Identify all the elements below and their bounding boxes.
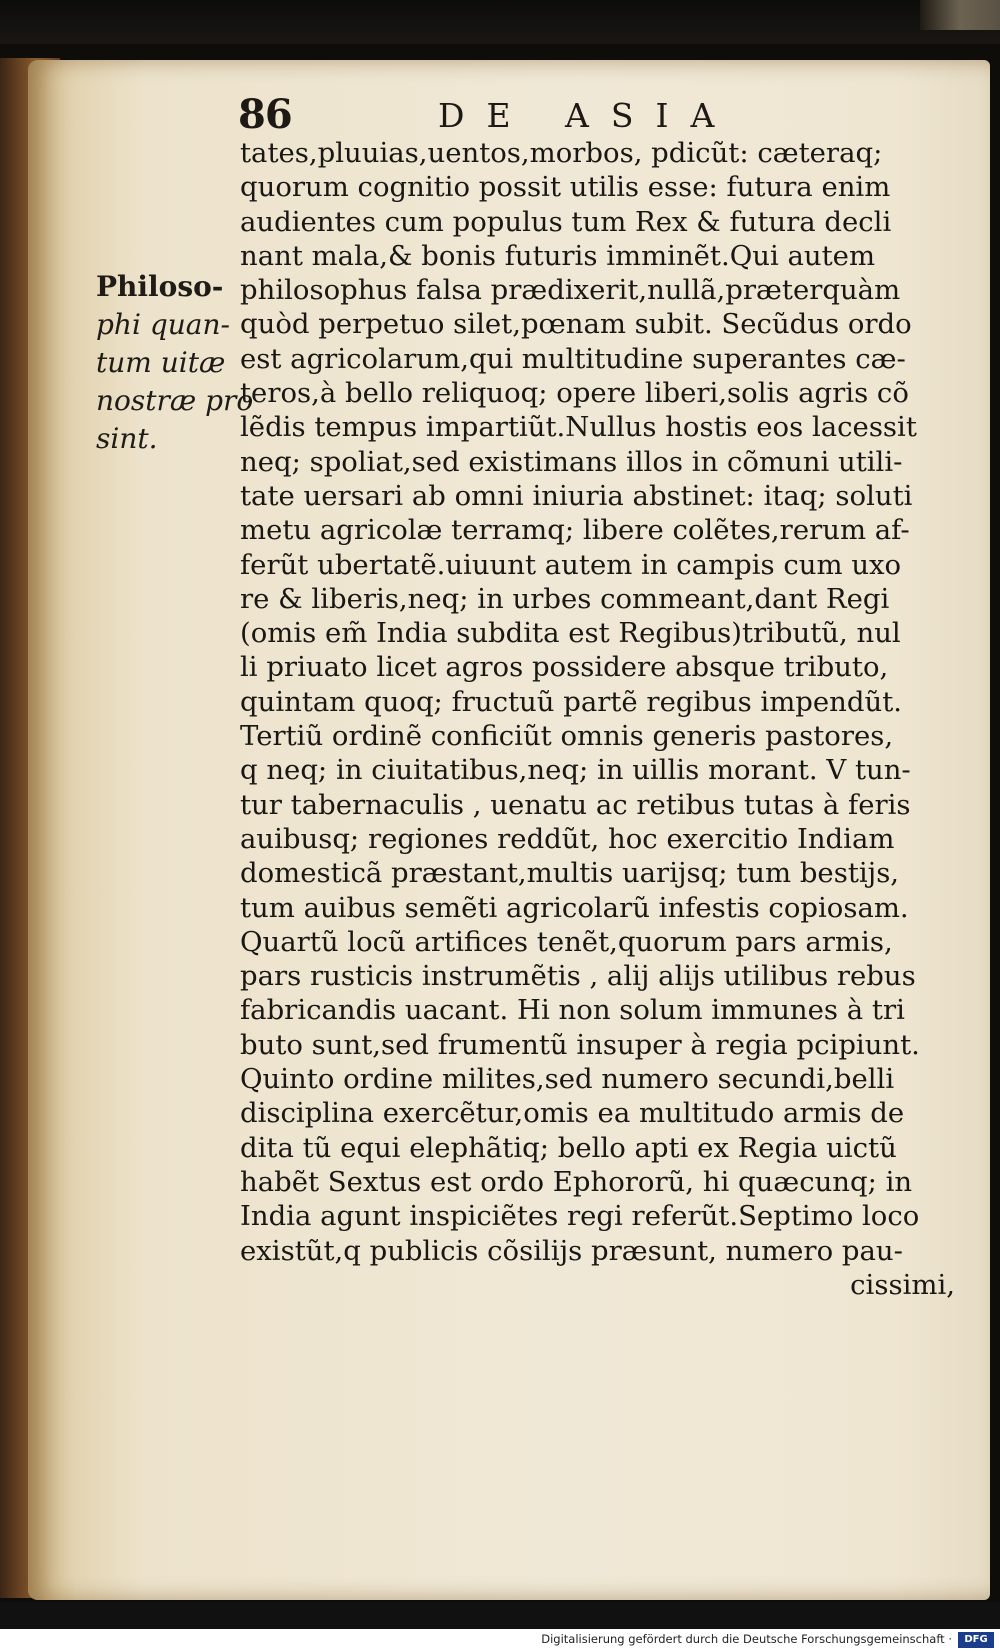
text-line: lẽdis tempus impartiũt.Nullus hostis eos lacessit <box>240 411 917 444</box>
text-line: India agunt inspiciẽtes regi referũt.Septimo loco <box>240 1200 920 1233</box>
text-line: buto sunt,sed frumentũ insuper à regia pcipiunt. <box>240 1028 920 1061</box>
text-line: re & liberis,neq; in urbes commeant,dant Regi <box>240 582 890 615</box>
text-line: habẽt Sextus est ordo Ephororũ, hi quæcunq; in <box>240 1165 913 1198</box>
text-line: est agricolarum,qui multitudine superantes cæ- <box>240 342 906 375</box>
text-line: fabricandis uacant. Hi non solum immunes à tri <box>240 994 905 1027</box>
text-line: auibusq; regiones reddũt, hoc exercitio Indiam <box>240 822 895 855</box>
text-line: nant mala,& bonis futuris imminẽt.Qui autem <box>240 239 876 272</box>
text-line: Quartũ locũ artifices tenẽt,quorum pars armis, <box>240 925 893 958</box>
text-line: philosophus falsa prædixerit,nullã,præterquàm <box>240 274 901 307</box>
catchword: cissimi, <box>850 1268 955 1301</box>
body-text <box>240 136 955 1302</box>
dfg-logo: DFG <box>958 1632 994 1648</box>
margin-note-line: sint. <box>96 422 158 455</box>
text-line: quorum cognitio possit utilis esse: futura enim <box>240 171 891 204</box>
margin-note-line: phi quan- <box>96 308 230 341</box>
text-line: li priuato licet agros possidere absque tributo, <box>240 651 889 684</box>
footer-bar <box>0 1629 1000 1651</box>
text-line: audientes cum populus tum Rex & futura decli <box>240 205 892 238</box>
text-line: pars rusticis instrumẽtis , alij alijs utilibus rebus <box>240 960 916 993</box>
scan-paper-strip <box>920 0 1000 30</box>
text-line: quòd perpetuo silet,pœnam subit. Secũdus ordo <box>240 308 912 341</box>
text-line: metu agricolæ terramq; libere colẽtes,rerum af- <box>240 514 910 547</box>
text-line: Quinto ordine milites,sed numero secundi,belli <box>240 1063 895 1096</box>
text-line: Tertiũ ordinẽ conficiũt omnis generis pastores, <box>240 720 894 753</box>
text-line: tum auibus semẽti agricolarũ infestis copiosam. <box>240 891 909 924</box>
text-line: tur tabernaculis , uenatu ac retibus tutas à feris <box>240 788 911 821</box>
running-head <box>238 90 758 140</box>
text-line: quintam quoq; fructuũ partẽ regibus impendũt. <box>240 685 902 718</box>
page-number: 86 <box>238 91 292 138</box>
text-line: ferũt ubertatẽ.uiuunt autem in campis cum uxo <box>240 548 902 581</box>
margin-note-line: nostræ pro <box>96 384 254 417</box>
margin-note-line: tum uitæ <box>96 346 226 379</box>
text-line: q neq; in ciuitatibus,neq; in uillis morant. V tun- <box>240 754 911 787</box>
margin-note <box>96 268 254 458</box>
text-line: tate uersari ab omni iniuria abstinet: itaq; soluti <box>240 479 913 512</box>
margin-note-line: Philoso- <box>96 270 224 303</box>
running-title: DE ASIA <box>438 96 737 135</box>
text-line: existũt,q publicis cõsilijs præsunt, numero pau- <box>240 1234 903 1267</box>
text-line: tates,pluuias,uentos,morbos, pdicũt: cæteraq; <box>240 137 883 169</box>
text-line: disciplina exercẽtur,omis ea multitudo armis de <box>240 1097 905 1130</box>
text-line: domesticã præstant,multis uarijsq; tum bestijs, <box>240 857 900 890</box>
text-line: dita tũ equi elephãtiq; bello apti ex Regia uictũ <box>240 1131 897 1164</box>
text-line: teros,à bello reliquoq; opere liberi,solis agris cõ <box>240 377 909 410</box>
text-line: neq; spoliat,sed existimans illos in cõmuni utili- <box>240 445 903 478</box>
funding-credit: Digitalisierung gefördert durch die Deutsche Forschungsgemeinschaft · <box>541 1632 952 1646</box>
text-line: (omis em̃ India subdita est Regibus)tributũ, nul <box>240 617 901 650</box>
